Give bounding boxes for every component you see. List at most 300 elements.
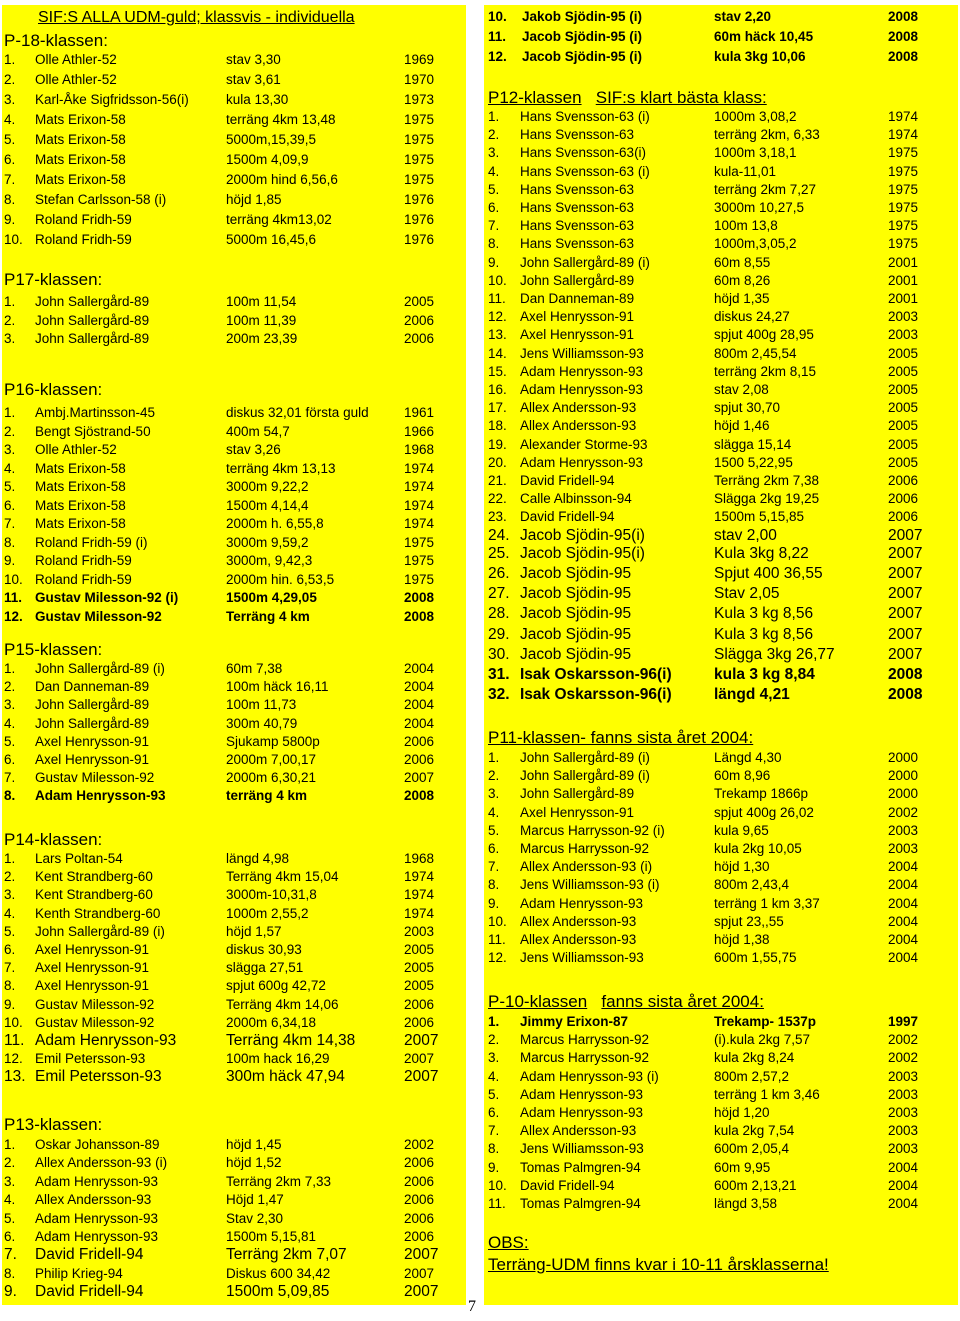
result-year: 2006 <box>888 491 919 507</box>
result-year: 1974 <box>404 460 435 476</box>
result-rank: 2. <box>4 679 16 695</box>
result-rank: 11. <box>4 590 23 605</box>
result-athlete: Adam Henrysson-93 <box>520 895 644 911</box>
result-rank: 31. <box>488 666 510 683</box>
result-athlete: Jacob Sjödin-95(i) <box>520 526 645 544</box>
result-event: Längd 4,30 <box>714 750 782 765</box>
left-column <box>2 5 466 1305</box>
result-rank: 3. <box>4 442 16 457</box>
section-heading <box>488 992 764 1012</box>
result-year: 1975 <box>888 200 919 215</box>
result-year: 2007 <box>888 605 923 623</box>
result-year: 1974 <box>404 497 435 513</box>
result-rank: 5. <box>4 733 16 749</box>
result-rank: 9. <box>488 1159 500 1175</box>
result-rank: 10. <box>4 232 23 247</box>
result-event: Slägga 3kg 26,77 <box>714 645 835 663</box>
result-event: 100m 11,39 <box>226 312 297 328</box>
result-rank: 11. <box>4 1032 25 1049</box>
result-year: 2000 <box>888 768 919 784</box>
result-year: 2006 <box>404 733 435 749</box>
result-rank: 10. <box>488 272 507 288</box>
result-rank: 10. <box>4 571 23 587</box>
result-year: 1975 <box>888 236 919 252</box>
result-rank: 9. <box>4 1283 17 1301</box>
result-year: 2007 <box>888 526 923 544</box>
result-year: 2007 <box>404 1051 435 1067</box>
result-athlete: John Sallergård-89 <box>520 272 635 288</box>
result-event: kula-11,01 <box>714 163 777 179</box>
result-event: Terräng 2km 7,07 <box>226 1246 347 1264</box>
result-rank: 21. <box>488 473 507 488</box>
section-heading <box>488 88 767 108</box>
result-rank: 4. <box>488 1068 500 1084</box>
result-athlete: Ambj.Martinsson-45 <box>35 405 156 420</box>
result-athlete: Axel Henrysson-91 <box>35 733 150 749</box>
result-rank: 1. <box>4 294 16 309</box>
result-year: 2007 <box>888 625 923 643</box>
result-rank: 15. <box>488 363 507 379</box>
result-athlete: Hans Svensson-63 (i) <box>520 109 650 124</box>
result-athlete: Jacob Sjödin-95 <box>520 605 632 623</box>
section-heading: P16-klassen: <box>4 380 103 399</box>
page-title: SIF:S ALLA UDM-guld; klassvis - individuella <box>38 9 355 26</box>
result-event: Kula 3kg 8,22 <box>714 544 809 562</box>
result-rank: 4. <box>4 112 16 127</box>
result-rank: 3. <box>4 331 16 346</box>
result-event: 600m 1,55,75 <box>714 950 797 966</box>
result-athlete: John Sallergård-89 <box>35 697 150 713</box>
result-rank: 6. <box>488 841 500 856</box>
result-year: 2005 <box>888 345 919 361</box>
result-rank: 7. <box>488 218 500 234</box>
result-event: Diskus 600 34,42 <box>226 1265 331 1281</box>
result-event: 1500m 4,29,05 <box>226 590 317 605</box>
result-rank: 1. <box>4 661 16 676</box>
result-year: 1974 <box>888 109 919 124</box>
result-athlete: Gustav Milesson-92 <box>35 770 155 786</box>
result-athlete: Mats Erixon-58 <box>35 479 126 494</box>
result-year: 2007 <box>404 1283 439 1301</box>
result-event: 1000m,3,05,2 <box>714 236 797 252</box>
result-rank: 8. <box>488 1141 500 1157</box>
result-event: slägga 27,51 <box>226 960 304 976</box>
result-rank: 7. <box>4 172 16 187</box>
result-athlete: Allex Andersson-93 (i) <box>35 1155 168 1171</box>
result-rank: 11. <box>488 1196 506 1211</box>
result-athlete: Isak Oskarsson-96(i) <box>520 666 672 683</box>
result-athlete: Jens Williamsson-93 (i) <box>520 877 660 893</box>
section-heading: P17-klassen: <box>4 270 103 289</box>
result-event: längd 3,58 <box>714 1196 778 1211</box>
result-event: 200m 23,39 <box>226 331 298 346</box>
result-event: höjd 1,85 <box>226 192 282 207</box>
result-athlete: Hans Svensson-63 <box>520 236 635 252</box>
result-rank: 6. <box>4 1229 16 1244</box>
result-rank: 2. <box>488 768 500 784</box>
result-rank: 8. <box>4 1265 16 1281</box>
result-athlete: Gustav Milesson-92 <box>35 608 162 624</box>
result-year: 1975 <box>404 112 435 127</box>
result-rank: 2. <box>488 127 500 143</box>
result-athlete: Gustav Milesson-92 <box>35 1014 155 1030</box>
result-event: 1500m 5,15,81 <box>226 1229 317 1244</box>
result-year: 1976 <box>404 232 435 247</box>
result-year: 2004 <box>888 950 919 966</box>
result-rank: 7. <box>4 960 16 976</box>
result-year: 1966 <box>404 423 435 439</box>
result-event: 1000m 3,08,2 <box>714 109 797 124</box>
result-athlete: Jacob Sjödin-95 <box>520 625 632 643</box>
result-event: höjd 1,57 <box>226 923 282 939</box>
result-year: 2006 <box>404 1192 435 1208</box>
result-athlete: Allex Andersson-93 <box>520 400 637 416</box>
result-rank: 9. <box>4 996 16 1012</box>
result-athlete: John Sallergård-89 <box>35 715 150 731</box>
result-event: terräng 4km 13,48 <box>226 112 336 127</box>
result-athlete: Tomas Palmgren-94 <box>520 1159 641 1175</box>
result-athlete: Adam Henrysson-93 <box>520 454 644 470</box>
result-athlete: Oskar Johansson-89 <box>35 1137 160 1152</box>
result-rank: 7. <box>488 859 500 875</box>
result-year: 2006 <box>404 331 435 346</box>
result-year: 1975 <box>404 553 435 568</box>
result-event: stav 2,20 <box>714 9 772 24</box>
result-athlete: Jens Williamsson-93 <box>520 345 644 361</box>
result-rank: 8. <box>488 236 500 252</box>
result-rank: 3. <box>488 1050 500 1066</box>
result-year: 2006 <box>404 752 435 767</box>
result-rank: 3. <box>4 92 16 107</box>
result-rank: 12. <box>4 1051 23 1067</box>
result-rank: 16. <box>488 382 507 397</box>
result-year: 1975 <box>888 181 919 197</box>
result-athlete: Adam Henrysson-93 <box>520 1105 644 1120</box>
result-event: 1000m 2,55,2 <box>226 905 309 921</box>
result-year: 2006 <box>404 1014 435 1030</box>
result-rank: 2. <box>488 1032 500 1048</box>
result-rank: 8. <box>4 978 16 994</box>
result-year: 2006 <box>888 509 919 525</box>
result-event: 1500 5,22,95 <box>714 454 793 470</box>
result-event: 1500m 4,09,9 <box>226 152 309 167</box>
result-year: 2006 <box>888 473 919 488</box>
result-rank: 12. <box>488 309 507 325</box>
result-year: 2003 <box>888 309 919 325</box>
result-athlete: Adam Henrysson-93 <box>35 788 166 804</box>
result-event: (i).kula 2kg 7,57 <box>714 1032 811 1048</box>
result-event: Sjukamp 5800p <box>226 733 320 749</box>
result-year: 2008 <box>404 590 435 605</box>
result-rank: 25. <box>488 544 510 562</box>
result-year: 2006 <box>404 1229 435 1244</box>
result-event: 800m 2,45,54 <box>714 345 797 361</box>
result-rank: 1. <box>4 851 16 866</box>
result-rank: 5. <box>4 132 16 147</box>
result-rank: 12. <box>488 950 507 966</box>
result-year: 2006 <box>404 312 435 328</box>
result-event: 2000m hind 6,56,6 <box>226 172 338 187</box>
result-year: 2007 <box>404 1246 439 1264</box>
result-rank: 19. <box>488 436 507 452</box>
result-rank: 5. <box>488 822 500 838</box>
result-athlete: Allex Andersson-93 <box>520 418 637 434</box>
result-year: 2002 <box>888 1032 919 1048</box>
result-year: 2003 <box>888 327 919 343</box>
result-athlete: Jimmy Erixon-87 <box>520 1014 629 1029</box>
result-athlete: Hans Svensson-63 (i) <box>520 163 650 179</box>
result-year: 2003 <box>888 1141 919 1157</box>
result-rank: 7. <box>4 770 16 786</box>
result-athlete: John Sallergård-89 (i) <box>520 750 650 765</box>
result-event: längd 4,21 <box>714 686 790 704</box>
result-athlete: Emil Petersson-93 <box>35 1068 162 1086</box>
result-year: 2007 <box>888 544 923 562</box>
result-year: 2002 <box>404 1137 435 1152</box>
result-athlete: Mats Erixon-58 <box>35 460 126 476</box>
result-year: 2005 <box>888 418 919 434</box>
result-event: diskus 32,01 första guld <box>226 405 369 420</box>
result-event: 60m 8,26 <box>714 272 771 288</box>
result-event: längd 4,98 <box>226 851 290 866</box>
result-year: 2005 <box>404 978 435 994</box>
result-rank: 24. <box>488 526 510 544</box>
result-athlete: Mats Erixon-58 <box>35 112 126 127</box>
result-rank: 1. <box>4 52 16 67</box>
result-event: 3000m 9,22,2 <box>226 479 309 494</box>
result-event: 300m 40,79 <box>226 715 298 731</box>
result-year: 2004 <box>888 877 919 893</box>
result-year: 2005 <box>404 960 435 976</box>
result-year: 1968 <box>404 851 435 866</box>
result-athlete: John Sallergård-89 (i) <box>35 923 165 939</box>
result-year: 1974 <box>888 127 919 143</box>
result-year: 1974 <box>404 479 435 494</box>
result-event: 60m häck 10,45 <box>714 29 814 44</box>
result-athlete: Axel Henrysson-91 <box>35 978 150 994</box>
result-athlete: Marcus Harrysson-92 (i) <box>520 822 665 838</box>
result-year: 2007 <box>404 1068 439 1086</box>
result-athlete: Adam Henrysson-93 <box>35 1229 159 1244</box>
result-athlete: Mats Erixon-58 <box>35 132 126 147</box>
result-event: kula 2kg 10,05 <box>714 841 802 856</box>
result-year: 2004 <box>888 932 919 947</box>
result-athlete: Roland Fridh-59 <box>35 553 132 568</box>
result-athlete: Emil Petersson-93 <box>35 1051 146 1067</box>
result-event: höjd 1,38 <box>714 932 770 947</box>
result-rank: 6. <box>4 942 16 957</box>
result-event: 2000m 6,30,21 <box>226 770 317 786</box>
result-year: 2001 <box>888 272 919 288</box>
result-year: 2007 <box>404 770 435 786</box>
result-year: 1974 <box>404 516 435 531</box>
result-rank: 4. <box>4 1192 16 1208</box>
result-athlete: Isak Oskarsson-96(i) <box>520 686 672 704</box>
result-event: höjd 1,20 <box>714 1105 770 1120</box>
result-event: terräng 1 km 3,37 <box>714 895 820 911</box>
result-athlete: John Sallergård-89 (i) <box>520 768 650 784</box>
result-athlete: Adam Henrysson-93 <box>35 1032 177 1049</box>
result-rank: 9. <box>4 553 16 568</box>
result-rank: 3. <box>488 145 500 161</box>
result-rank: 14. <box>488 345 507 361</box>
result-event: 3000m 9,59,2 <box>226 534 309 550</box>
result-year: 2004 <box>888 1177 919 1193</box>
result-athlete: Adam Henrysson-93 <box>35 1173 159 1189</box>
result-athlete: Mats Erixon-58 <box>35 172 126 187</box>
result-rank: 3. <box>488 786 500 802</box>
result-rank: 1. <box>488 109 500 124</box>
result-athlete: Jacob Sjödin-95 (i) <box>522 29 643 44</box>
result-athlete: Philip Krieg-94 <box>35 1265 123 1281</box>
result-athlete: Jakob Sjödin-95 (i) <box>522 9 643 24</box>
result-athlete: Karl-Åke Sigfridsson-56(i) <box>35 92 189 107</box>
result-rank: 7. <box>4 516 16 531</box>
result-rank: 6. <box>488 200 500 215</box>
result-athlete: Adam Henrysson-93 (i) <box>520 1068 659 1084</box>
result-event: 100m 11,54 <box>226 294 297 309</box>
result-event: Trekamp- 1537p <box>714 1014 817 1029</box>
result-event: kula 3 kg 8,84 <box>714 666 815 683</box>
result-athlete: Allex Andersson-93 (i) <box>520 859 653 875</box>
result-rank: 32. <box>488 686 510 704</box>
result-athlete: Hans Svensson-63 <box>520 218 635 234</box>
result-athlete: Jacob Sjödin-95 <box>520 585 632 603</box>
section-heading: P-18-klassen: <box>4 31 108 50</box>
result-event: 1500m 4,14,4 <box>226 497 309 513</box>
result-rank: 6. <box>4 152 16 167</box>
result-event: spjut 30,70 <box>714 400 781 416</box>
result-event: 100m häck 16,11 <box>226 679 329 695</box>
result-rank: 12. <box>488 49 507 64</box>
result-athlete: Calle Albinsson-94 <box>520 491 632 507</box>
result-athlete: John Sallergård-89 (i) <box>35 661 165 676</box>
result-year: 1968 <box>404 442 435 457</box>
result-rank: 8. <box>4 534 16 550</box>
result-year: 2007 <box>888 585 923 603</box>
result-year: 2004 <box>404 679 435 695</box>
result-rank: 27. <box>488 585 510 603</box>
result-year: 2003 <box>888 1086 919 1102</box>
result-event: spjut 400g 28,95 <box>714 327 814 343</box>
result-rank: 20. <box>488 454 507 470</box>
result-year: 2008 <box>888 686 923 704</box>
result-rank: 2. <box>4 869 16 885</box>
result-rank: 8. <box>4 192 16 207</box>
result-year: 1974 <box>404 887 435 903</box>
section-heading: P13-klassen: <box>4 1115 103 1134</box>
result-event: Terräng 4km 15,04 <box>226 869 339 885</box>
result-year: 2008 <box>888 9 919 24</box>
result-year: 2007 <box>404 1265 435 1281</box>
result-year: 2005 <box>888 454 919 470</box>
result-athlete: Mats Erixon-58 <box>35 497 126 513</box>
result-athlete: Stefan Carlsson-58 (i) <box>35 192 167 207</box>
result-year: 2000 <box>888 786 919 802</box>
result-rank: 7. <box>4 1246 17 1264</box>
result-rank: 9. <box>488 895 500 911</box>
result-event: 300m häck 47,94 <box>226 1068 345 1086</box>
result-event: 800m 2,43,4 <box>714 877 790 893</box>
result-rank: 5. <box>4 1210 16 1226</box>
result-athlete: Hans Svensson-63 <box>520 127 635 143</box>
result-rank: 5. <box>488 181 500 197</box>
result-event: Stav 2,05 <box>714 585 780 603</box>
result-rank: 3. <box>4 697 16 713</box>
result-event: 2000m 7,00,17 <box>226 752 317 767</box>
result-event: stav 3,30 <box>226 52 281 67</box>
result-year: 2006 <box>404 1210 435 1226</box>
result-event: 100m 11,73 <box>226 697 297 713</box>
section-heading-main: P12-klassen <box>488 88 582 107</box>
obs-text: Terräng-UDM finns kvar i 10-11 årsklasserna! <box>488 1255 829 1274</box>
result-event: 600m 2,05,4 <box>714 1141 790 1157</box>
section-heading-main: P11-klassen- fanns sista året 2004: <box>488 728 754 747</box>
result-event: 600m 2,13,21 <box>714 1177 797 1193</box>
result-rank: 8. <box>4 788 16 804</box>
result-event: 60m 8,96 <box>714 768 771 784</box>
result-rank: 2. <box>4 1155 16 1171</box>
result-event: 400m 54,7 <box>226 423 290 439</box>
result-rank: 9. <box>4 212 16 227</box>
result-year: 2004 <box>404 715 435 731</box>
result-event: Stav 2,30 <box>226 1210 284 1226</box>
result-rank: 12. <box>4 608 23 624</box>
result-event: spjut 600g 42,72 <box>226 978 326 994</box>
result-year: 2004 <box>888 895 919 911</box>
result-rank: 8. <box>488 877 500 893</box>
result-year: 2004 <box>404 697 435 713</box>
result-rank: 5. <box>4 479 16 494</box>
section-heading: P15-klassen: <box>4 640 103 659</box>
result-year: 2008 <box>888 666 923 683</box>
result-year: 1975 <box>404 172 435 187</box>
result-athlete: Marcus Harrysson-92 <box>520 841 650 856</box>
result-year: 1969 <box>404 52 435 67</box>
result-event: Terräng 4km 14,06 <box>226 996 339 1012</box>
result-rank: 28. <box>488 605 510 623</box>
result-athlete: Dan Danneman-89 <box>520 291 635 306</box>
result-rank: 4. <box>4 460 16 476</box>
result-event: höjd 1,30 <box>714 859 770 875</box>
result-athlete: Adam Henrysson-93 <box>35 1210 159 1226</box>
result-rank: 11. <box>488 932 506 947</box>
result-year: 2006 <box>404 996 435 1012</box>
result-event: 3000m-10,31,8 <box>226 887 317 903</box>
result-athlete: Jacob Sjödin-95 <box>520 645 632 663</box>
result-athlete: Roland Fridh-59 <box>35 571 132 587</box>
result-event: 60m 7,38 <box>226 661 283 676</box>
result-year: 1975 <box>404 534 435 550</box>
result-event: 5000m 16,45,6 <box>226 232 317 247</box>
result-year: 2003 <box>404 923 435 939</box>
result-year: 2008 <box>404 608 435 624</box>
result-year: 1975 <box>404 571 435 587</box>
result-athlete: Dan Danneman-89 <box>35 679 150 695</box>
result-athlete: Roland Fridh-59 <box>35 212 132 227</box>
result-year: 1975 <box>404 132 435 147</box>
result-event: Terräng 2km 7,33 <box>226 1173 332 1189</box>
result-athlete: Adam Henrysson-93 <box>520 363 644 379</box>
result-rank: 2. <box>4 423 16 439</box>
result-rank: 18. <box>488 418 507 434</box>
result-athlete: Jens Williamsson-93 <box>520 1141 644 1157</box>
result-year: 1974 <box>404 905 435 921</box>
result-athlete: David Fridell-94 <box>35 1283 144 1301</box>
result-athlete: Roland Fridh-59 (i) <box>35 534 148 550</box>
result-year: 2004 <box>888 1196 919 1211</box>
result-athlete: Olle Athler-52 <box>35 72 117 87</box>
